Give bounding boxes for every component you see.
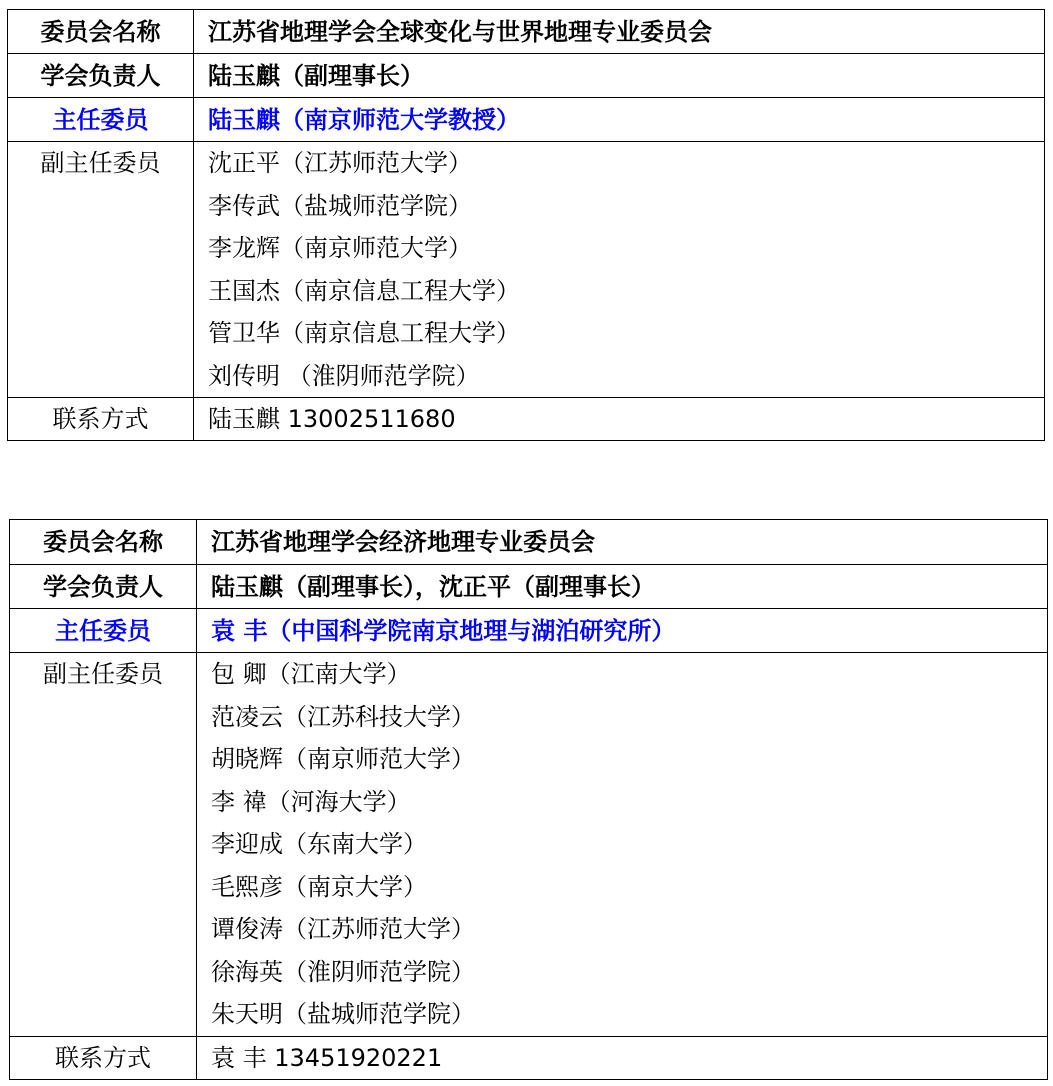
deputy-director-item: 谭俊涛（江苏师范大学） — [211, 915, 475, 943]
deputy-director-item: 胡晓辉（南京师范大学） — [211, 745, 475, 773]
committee-name-value: 江苏省地理学会全球变化与世界地理专业委员会 — [194, 10, 1045, 54]
row-contact — [10, 1036, 1048, 1079]
director-value: 袁 丰（中国科学院南京地理与湖泊研究所） — [197, 609, 1048, 653]
deputy-director-item: 李传武（盐城师范学院） — [208, 191, 472, 220]
contact-label: 联系方式 — [10, 1036, 197, 1079]
director-label: 主任委员 — [10, 609, 197, 653]
row-society-leader — [10, 565, 1048, 609]
society-leader-value: 陆玉麒（副理事长），沈正平（副理事长） — [197, 565, 1048, 609]
society-leader-label: 学会负责人 — [8, 54, 194, 98]
row-director — [8, 98, 1045, 142]
row-society-leader — [8, 54, 1045, 98]
row-director — [10, 609, 1048, 653]
row-deputy-directors — [8, 142, 1045, 398]
deputy-director-item: 管卫华（南京信息工程大学） — [208, 319, 520, 347]
deputy-directors-label — [10, 653, 197, 1037]
deputy-director-item: 毛熙彦（南京大学） — [211, 872, 427, 901]
director-label: 主任委员 — [8, 98, 194, 142]
committee-name-label: 委员会名称 — [10, 520, 197, 565]
contact-label: 联系方式 — [8, 398, 194, 441]
society-leader-label: 学会负责人 — [10, 565, 197, 609]
contact-value: 袁 丰 13451920221 — [197, 1036, 1048, 1079]
row-deputy-directors — [10, 653, 1048, 1037]
deputy-director-item: 李 禕（河海大学） — [211, 787, 411, 816]
row-committee-name — [8, 10, 1045, 54]
deputy-directors-label-text: 副主任委员 — [40, 149, 161, 177]
deputy-director-item: 沈正平（江苏师范大学） — [208, 149, 472, 177]
deputy-director-item: 王国杰（南京信息工程大学） — [208, 276, 520, 305]
deputy-director-item: 朱天明（盐城师范学院） — [211, 1000, 475, 1028]
committee-table-economic-geography — [9, 519, 1048, 1080]
deputy-director-item: 李龙辉（南京师范大学） — [208, 234, 472, 262]
deputy-director-item: 范凌云（江苏科技大学） — [211, 702, 475, 731]
director-value: 陆玉麒（南京师范大学教授） — [194, 98, 1045, 142]
deputy-director-item: 李迎成（东南大学） — [211, 830, 427, 858]
deputy-director-item: 徐海英（淮阴师范学院） — [211, 957, 475, 986]
contact-value: 陆玉麒 13002511680 — [194, 398, 1045, 441]
deputy-directors-list — [197, 653, 1048, 1037]
deputy-director-item: 刘传明 （淮阴师范学院） — [208, 361, 480, 390]
committee-table-global-change — [7, 9, 1045, 441]
deputy-director-item: 包 卿（江南大学） — [211, 660, 411, 688]
deputy-directors-label — [8, 142, 194, 398]
deputy-directors-label-text: 副主任委员 — [43, 660, 163, 688]
committee-name-value: 江苏省地理学会经济地理专业委员会 — [197, 520, 1048, 565]
deputy-directors-list — [194, 142, 1045, 398]
society-leader-value: 陆玉麒（副理事长） — [194, 54, 1045, 98]
row-committee-name — [10, 520, 1048, 565]
committee-name-label: 委员会名称 — [8, 10, 194, 54]
row-contact — [8, 398, 1045, 441]
